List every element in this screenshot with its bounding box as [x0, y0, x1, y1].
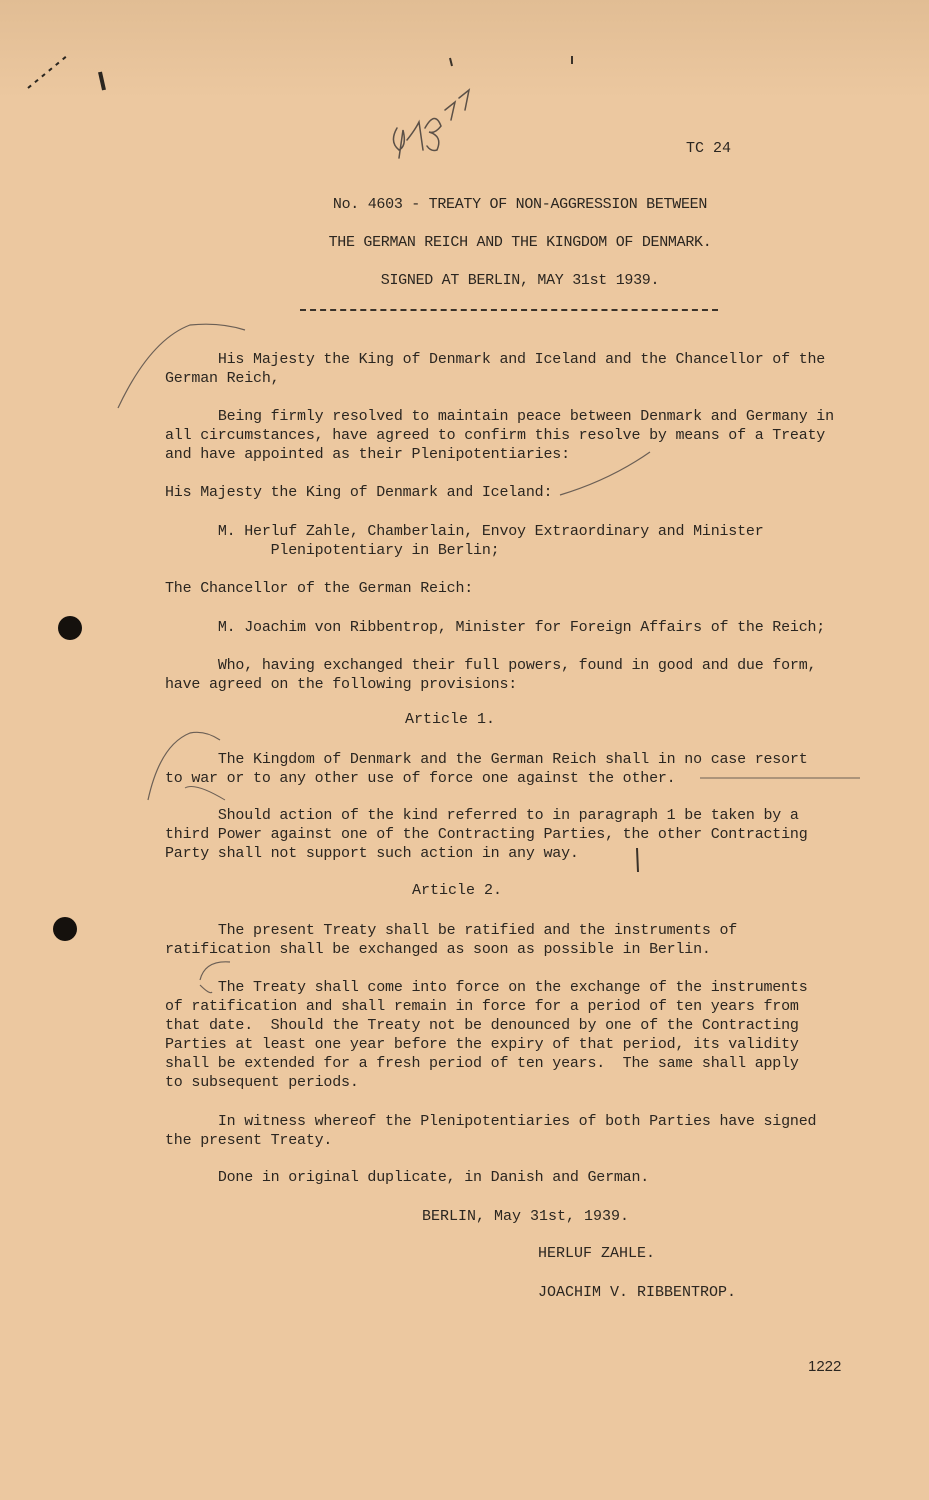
page-number: 1222 — [808, 1358, 842, 1375]
title-line-3: SIGNED AT BERLIN, MAY 31st 1939. — [380, 272, 660, 289]
signatory-danish: HERLUF ZAHLE. — [538, 1245, 656, 1262]
document-reference: TC 24 — [686, 140, 732, 157]
danish-side-heading: His Majesty the King of Denmark and Iceland: — [165, 484, 553, 501]
done-paragraph: Done in original duplicate, in Danish and German. — [165, 1169, 650, 1186]
handwritten-mark — [385, 80, 485, 170]
witness-paragraph: In witness whereof the Plenipotentiaries of both Parties have signed the present Treaty. — [165, 1113, 817, 1149]
punch-hole-upper — [58, 616, 82, 640]
preamble-paragraph: His Majesty the King of Denmark and Iceland and the Chancellor of the German Reich, — [165, 351, 826, 387]
article-1-paragraph-2: Should action of the kind referred to in paragraph 1 be taken by a third Power against one of the Contracting Parties, the other Contracting Party shall not support such action in any way. — [165, 807, 808, 862]
title-divider — [300, 309, 718, 311]
german-side-heading: The Chancellor of the German Reich: — [165, 580, 474, 597]
svg-text:4/3 77: 4/3 77 — [385, 80, 389, 81]
article-1-paragraph-1: The Kingdom of Denmark and the German Reich shall in no case resort to war or to any other use of force one against the other. — [165, 751, 808, 787]
german-plenipotentiary: M. Joachim von Ribbentrop, Minister for Foreign Affairs of the Reich; — [165, 619, 826, 636]
title-line-2: THE GERMAN REICH AND THE KINGDOM OF DENMARK. — [328, 234, 712, 251]
article-2-paragraph-2: The Treaty shall come into force on the exchange of the instruments of ratification and shall remain in force for a period of ten years from that date. Should the Treaty not be denounced by one of the Contracting Parties at least one year before the expiry of that period, its validity shall be extended for a fresh period of ten years. The same shall apply to subsequent periods. — [165, 979, 808, 1091]
title-line-1: No. 4603 - TREATY OF NON-AGGRESSION BETWEEN — [332, 196, 708, 213]
punch-hole-lower — [53, 917, 77, 941]
danish-plenipotentiary: M. Herluf Zahle, Chamberlain, Envoy Extraordinary and Minister Plenipotentiary in Berlin; — [217, 523, 764, 559]
full-powers-paragraph: Who, having exchanged their full powers, found in good and due form, have agreed on the following provisions: — [165, 657, 817, 693]
signatory-german: JOACHIM V. RIBBENTROP. — [538, 1284, 737, 1301]
place-and-date: BERLIN, May 31st, 1939. — [422, 1208, 630, 1225]
resolve-paragraph: Being firmly resolved to maintain peace between Denmark and Germany in all circumstances, have agreed to confirm this resolve by means of a Treaty and have appointed as their Plenipotentiaries: — [165, 408, 834, 463]
article-2-heading: Article 2. — [412, 882, 503, 899]
article-2-paragraph-1: The present Treaty shall be ratified and the instruments of ratification shall be exchanged as soon as possible in Berlin. — [165, 922, 738, 958]
article-1-heading: Article 1. — [405, 711, 496, 728]
